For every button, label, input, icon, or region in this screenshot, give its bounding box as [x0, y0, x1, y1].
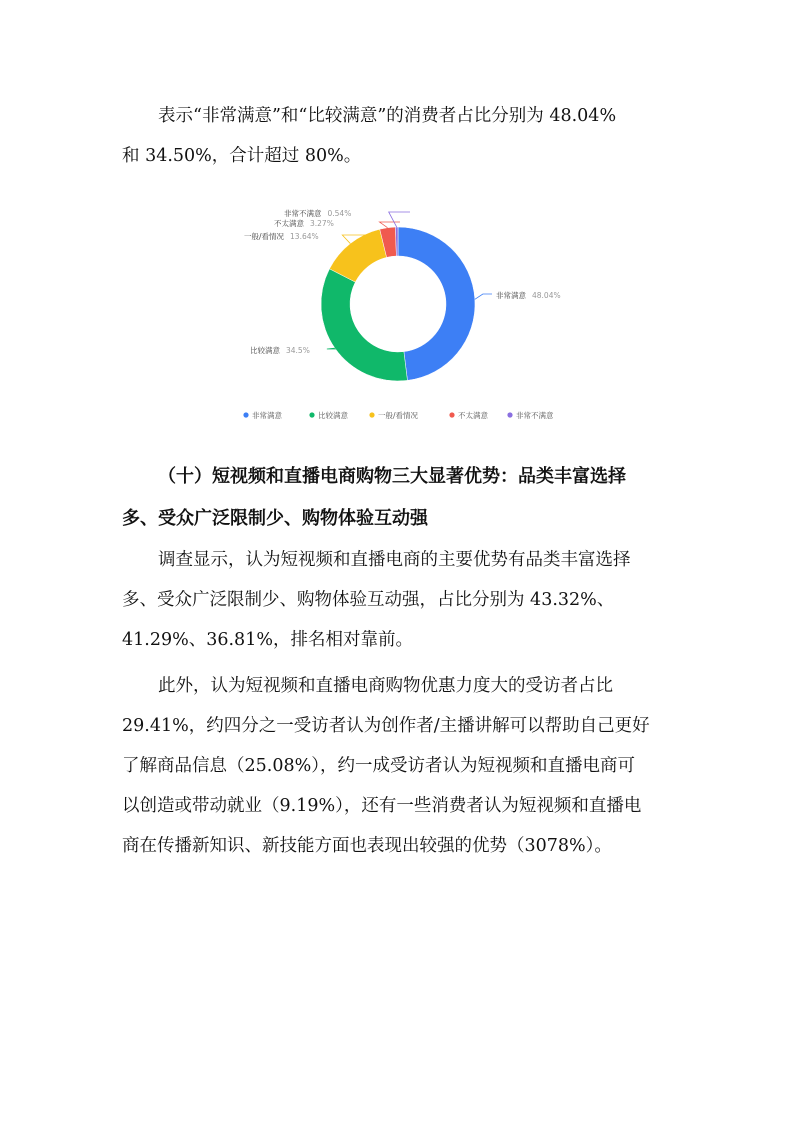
- legend-item-1: [309, 410, 348, 420]
- data-label-1: 比较满意 34.5%: [250, 346, 310, 355]
- data-label-0: 非常满意 48.04%: [496, 291, 561, 300]
- leader-line-0: [475, 294, 492, 299]
- advantages-line-3: 41.29%、36.81%，排名相对靠前。: [122, 630, 413, 650]
- donut-slice-1: [321, 269, 407, 381]
- additional-line-5: 商在传播新知识、新技能方面也表现出较强的优势（3078%）。: [122, 836, 612, 856]
- data-label-4: 非常不满意 0.54%: [284, 209, 352, 218]
- legend-label-1: 比较满意: [318, 411, 348, 420]
- additional-line-3: 了解商品信息（25.08%），约一成受访者认为短视频和直播电商可: [122, 756, 635, 776]
- legend-label-3: 不太满意: [458, 411, 488, 420]
- leader-line-4: [389, 212, 410, 227]
- section-heading-line-2: 多、受众广泛限制少、购物体验互动强: [122, 508, 428, 529]
- advantages-paragraph: [122, 540, 682, 660]
- legend-marker-3: [449, 412, 454, 417]
- legend-item-0: [243, 410, 282, 420]
- legend-label-2: 一般/看情况: [378, 411, 419, 420]
- legend-item-2: [369, 410, 418, 420]
- legend-marker-4: [507, 412, 512, 417]
- additional-line-4: 以创造或带动就业（9.19%），还有一些消费者认为短视频和直播电: [122, 796, 642, 816]
- additional-line-1: 此外，认为短视频和直播电商购物优惠力度大的受访者占比: [158, 676, 613, 696]
- legend-label-0: 非常满意: [252, 411, 282, 420]
- legend-marker-2: [369, 412, 374, 417]
- legend-item-4: [507, 410, 554, 420]
- additional-paragraph: [122, 666, 682, 866]
- intro-line-1: 表示“非常满意”和“比较满意”的消费者占比分别为 48.04%: [158, 106, 617, 126]
- legend-item-3: [449, 410, 488, 420]
- section-heading-line-1: （十）短视频和直播电商购物三大显著优势：品类丰富选择: [158, 466, 626, 487]
- intro-paragraph: [122, 96, 682, 176]
- legend-label-4: 非常不满意: [516, 411, 554, 420]
- additional-line-2: 29.41%，约四分之一受访者认为创作者/主播讲解可以帮助自己更好: [122, 716, 650, 736]
- chart-svg: [230, 200, 590, 440]
- advantages-line-2: 多、受众广泛限制少、购物体验互动强，占比分别为 43.32%、: [122, 590, 615, 610]
- advantages-line-1: 调查显示，认为短视频和直播电商的主要优势有品类丰富选择: [158, 550, 631, 570]
- section-heading: [122, 456, 682, 540]
- donut-slice-0: [398, 227, 475, 380]
- satisfaction-donut-chart: [230, 200, 590, 440]
- data-label-2: 一般/看情况 13.64%: [244, 232, 319, 241]
- data-label-3: 不太满意 3.27%: [274, 219, 334, 228]
- intro-line-2: 和 34.50%，合计超过 80%。: [122, 146, 362, 166]
- legend-marker-1: [309, 412, 314, 417]
- legend-marker-0: [243, 412, 248, 417]
